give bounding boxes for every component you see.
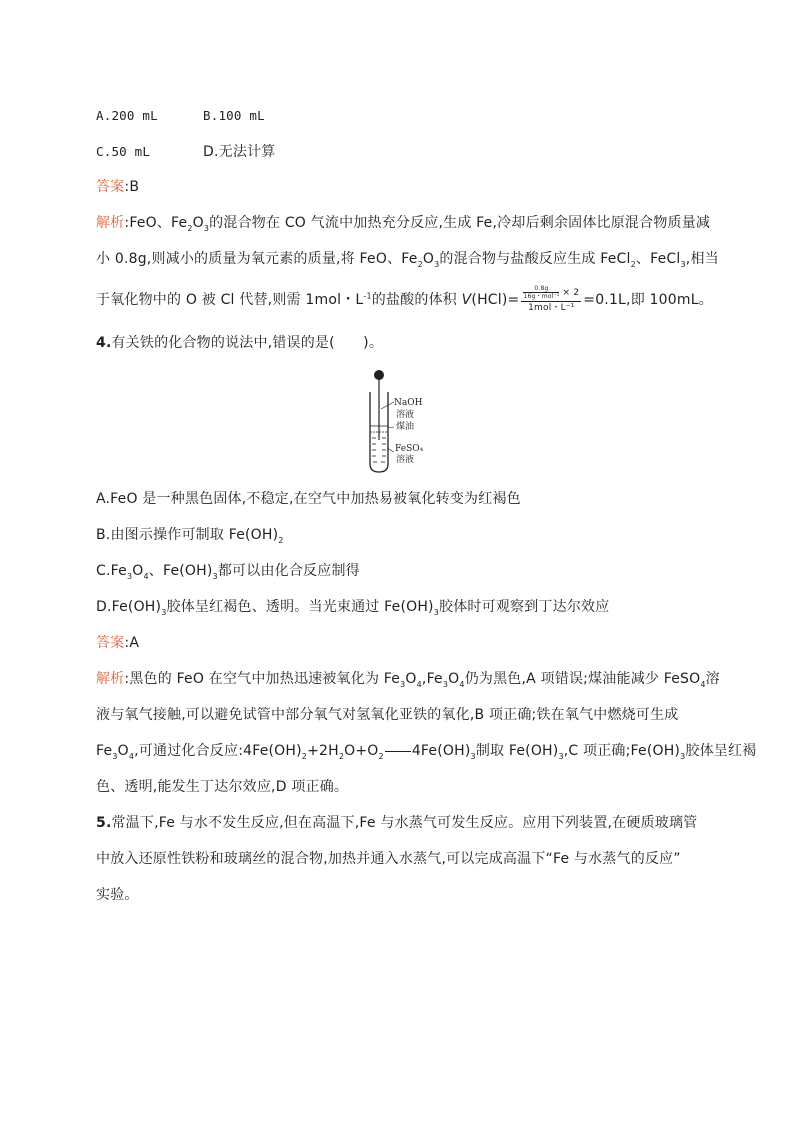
label-kerosene: 煤油	[396, 422, 415, 432]
equals-sign-line	[385, 751, 411, 752]
text: O	[192, 215, 204, 231]
answer-value: :B	[124, 179, 140, 195]
label-solution-2: 溶液	[396, 455, 415, 465]
q3-analysis-line-1	[96, 211, 711, 235]
q4-answer	[96, 631, 706, 655]
text: 于氧化物中的 O 被 Cl 代替,则需 1mol・L	[96, 292, 364, 308]
inner-denominator: 16g・mol⁻¹	[523, 292, 560, 300]
q4-option-a	[96, 487, 706, 511]
q3-options-row-2	[96, 140, 706, 164]
variable-v: V	[461, 292, 472, 308]
answer-value: :A	[124, 635, 140, 651]
label-solution-1: 溶液	[396, 410, 415, 420]
subscript: 3	[400, 679, 406, 689]
question-text: 有关铁的化合物的说法中,错误的是( )。	[111, 335, 384, 351]
option-text: 、Fe(OH)	[148, 563, 213, 579]
text: 制取 Fe(OH)	[475, 743, 559, 759]
subscript: 3	[212, 571, 218, 581]
subscript: 3	[203, 223, 210, 233]
subscript: 4	[128, 751, 135, 761]
subscript: 3	[680, 259, 686, 269]
solution-hatching	[372, 438, 386, 462]
pointer-kerosene	[388, 427, 394, 428]
text: +2H	[307, 743, 339, 759]
q3-analysis-line-3	[96, 282, 713, 318]
text: ,Fe	[421, 671, 443, 687]
q3-option-c: C.50 mL	[96, 144, 151, 159]
text: 、FeCl	[635, 251, 681, 267]
subscript: 2	[301, 751, 308, 761]
q5-line-2	[96, 847, 706, 871]
text: O+O	[344, 743, 379, 759]
subscript: 3	[470, 751, 476, 761]
inner-fraction	[523, 285, 559, 300]
q3-answer	[96, 175, 706, 199]
question-text: 常温下,Fe 与水不发生反应,但在高温下,Fe 与水蒸气可发生反应。应用下列装置,在硬质玻璃管	[111, 815, 698, 831]
subscript: 3	[680, 751, 686, 761]
subscript: 2	[417, 259, 423, 269]
subscript: 2	[338, 751, 345, 761]
q5-line-1	[96, 811, 706, 835]
subscript: 4	[700, 679, 706, 689]
subscript: 4	[416, 679, 422, 689]
analysis-label: 解析	[96, 671, 125, 687]
text: Fe	[96, 743, 113, 759]
q4-analysis-line-1	[96, 667, 720, 691]
option-text: D.Fe(OH)	[96, 599, 162, 615]
option-text: C.Fe	[96, 563, 127, 579]
q3-option-d: D.无法计算	[203, 144, 276, 160]
text: :FeO、Fe	[124, 215, 188, 231]
subscript: 2	[630, 259, 636, 269]
option-text: 胶体呈红褐色、透明。当光束通过 Fe(OH)	[166, 599, 434, 615]
dropper-bulb	[374, 370, 384, 380]
q3-options-row-1	[96, 104, 706, 128]
subscript: 3	[161, 607, 167, 617]
text: (HCl)=	[471, 292, 520, 308]
text: =0.1L,即 100mL。	[583, 292, 713, 308]
subscript: 2	[278, 535, 284, 545]
subscript: 3	[434, 259, 440, 269]
question-text: 中放入还原性铁粉和玻璃丝的混合物,加热并通入水蒸气,可以完成高温下“Fe 与水蒸气的反应”	[96, 851, 681, 867]
option-text: B.由图示操作可制取 Fe(OH)	[96, 527, 279, 543]
text: 4Fe(OH)	[411, 743, 471, 759]
answer-label: 答案	[96, 635, 125, 651]
text: ,可通过化合反应:4Fe(OH)	[134, 743, 302, 759]
q4-stem	[96, 331, 706, 355]
test-tube-figure	[354, 364, 424, 478]
text: 的混合物在 CO 气流中加热充分反应,生成 Fe,冷却后剩余固体比原混合物质量减	[209, 215, 711, 231]
text: 溶	[705, 671, 720, 687]
question-text: 实验。	[96, 887, 139, 903]
option-text: 都可以由化合反应制得	[217, 563, 360, 579]
q4-analysis-line-3	[96, 739, 757, 763]
subscript: 3	[126, 571, 133, 581]
fraction-numerator	[521, 285, 581, 300]
q5-line-3	[96, 883, 706, 907]
q3-option-a: A.200 mL	[96, 108, 158, 123]
text: 的混合物与盐酸反应生成 FeCl	[439, 251, 631, 267]
text: O	[405, 671, 417, 687]
question-number: 5.	[96, 815, 112, 831]
fraction-bar	[521, 301, 581, 302]
volume-fraction	[521, 285, 581, 314]
label-naoh: NaOH	[394, 398, 423, 408]
q4-option-c	[96, 559, 706, 583]
text: 色、透明,能发生丁达尔效应,D 项正确。	[96, 779, 349, 795]
q4-analysis-line-2	[96, 703, 706, 727]
text: ,C 项正确;Fe(OH)	[563, 743, 681, 759]
q4-option-b	[96, 523, 706, 547]
times-factor: × 2	[562, 287, 580, 298]
analysis-label: 解析	[96, 215, 125, 231]
option-text: 胶体时可观察到丁达尔效应	[439, 599, 610, 615]
option-text: O	[132, 563, 144, 579]
subscript: 4	[143, 571, 149, 581]
text: 仍为黑色,A 项错误;煤油能减少 FeSO	[464, 671, 701, 687]
subscript: 2	[378, 751, 384, 761]
superscript: -1	[363, 291, 372, 301]
q4-option-d	[96, 595, 706, 619]
subscript: 2	[187, 223, 193, 233]
option-text: A.FeO 是一种黑色固体,不稳定,在空气中加热易被氧化转变为红褐色	[96, 491, 521, 507]
q4-analysis-line-4	[96, 775, 706, 799]
fraction-denominator: 1mol・L⁻¹	[528, 302, 575, 313]
text: O	[422, 251, 435, 267]
text: :黑色的 FeO 在空气中加热迅速被氧化为 Fe	[124, 671, 401, 687]
subscript: 3	[112, 751, 118, 761]
text: 小 0.8g,则减小的质量为氧元素的质量,将 FeO、Fe	[96, 251, 418, 267]
subscript: 3	[442, 679, 449, 689]
answer-label: 答案	[96, 179, 125, 195]
q3-option-b: B.100 mL	[203, 108, 265, 123]
text: O	[117, 743, 129, 759]
label-feso4: FeSO₄	[395, 444, 424, 454]
text: ,相当	[685, 251, 719, 267]
inner-numerator: 0.8g	[534, 284, 549, 292]
subscript: 3	[558, 751, 564, 761]
text: 液与氧气接触,可以避免试管中部分氧气对氢氧化亚铁的氧化,B 项正确;铁在氧气中燃烧可生成	[96, 707, 679, 723]
subscript: 3	[433, 607, 440, 617]
subscript: 4	[459, 679, 465, 689]
question-number: 4.	[96, 335, 112, 351]
text: O	[448, 671, 460, 687]
q3-analysis-line-2	[96, 247, 719, 271]
text: 胶体呈红褐	[685, 743, 757, 759]
text: 的盐酸的体积	[371, 292, 457, 308]
